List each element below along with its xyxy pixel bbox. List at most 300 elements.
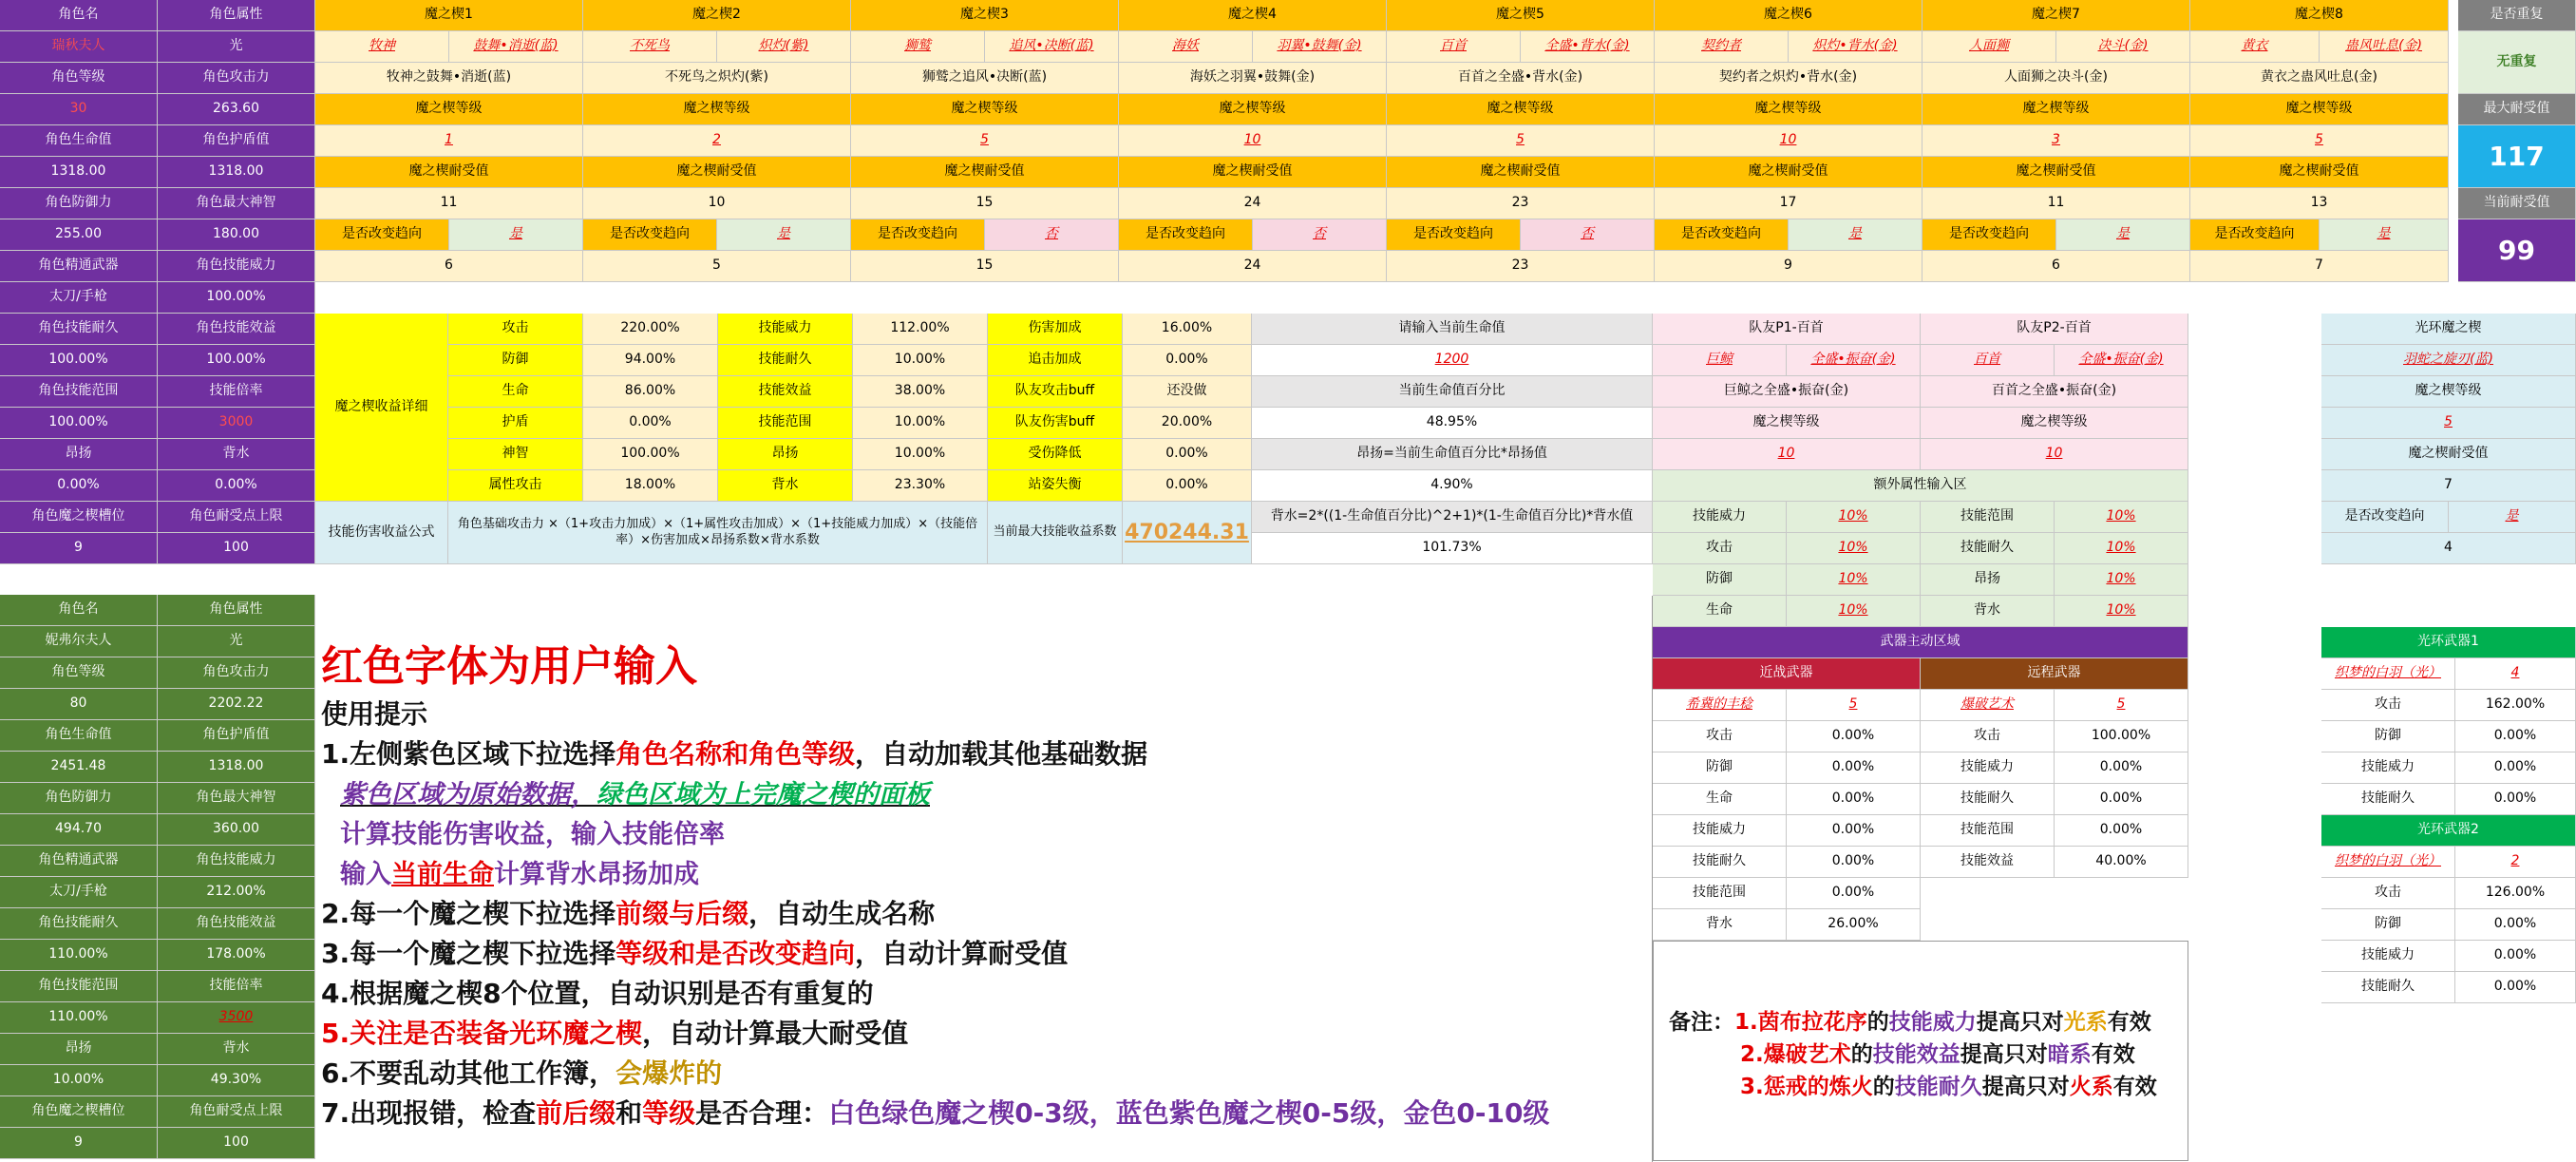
stat-label: 角色属性 — [158, 595, 315, 626]
tip-5: 5.关注是否装备光环魔之楔，自动计算最大耐受值 — [321, 1018, 909, 1049]
prefix-select[interactable]: 不死鸟 — [583, 31, 717, 63]
halo-change[interactable]: 是 — [2449, 502, 2576, 533]
extra-input[interactable]: 10% — [1787, 564, 1921, 596]
hp-input-label: 请输入当前生命值 — [1252, 314, 1653, 345]
melee-level[interactable]: 5 — [1787, 690, 1921, 721]
slot-header: 魔之楔2 — [583, 0, 851, 31]
gain-label: 站姿失衡 — [988, 470, 1123, 502]
change-label: 是否改变趋向 — [1119, 219, 1253, 251]
stat-label: 角色名 — [0, 595, 158, 626]
extra-input[interactable]: 10% — [1787, 502, 1921, 533]
wedge-name: 牧神之鼓舞•消逝(蓝) — [315, 63, 583, 94]
char-value[interactable]: 180.00 — [158, 219, 315, 251]
stat-label: 技能倍率 — [158, 971, 315, 1002]
char-label: 背水 — [158, 439, 315, 470]
melee-label: 近战武器 — [1653, 658, 1921, 690]
wedge-power: 6 — [1923, 251, 2190, 282]
stat-value: 2202.22 — [158, 689, 315, 720]
halo-endure: 7 — [2321, 470, 2576, 502]
p2-suffix[interactable]: 全盛•振奋(金) — [2055, 345, 2188, 376]
stat-label: 角色技能范围 — [0, 971, 158, 1002]
prefix-select[interactable]: 牧神 — [315, 31, 449, 63]
p2-level-label: 魔之楔等级 — [1921, 408, 2188, 439]
ranged-value: 0.00% — [2055, 752, 2188, 784]
wedge-power: 6 — [315, 251, 583, 282]
melee-value: 0.00% — [1787, 847, 1921, 878]
char-value[interactable]: 100.00% — [158, 282, 315, 314]
ranged-stat: 技能效益 — [1921, 847, 2055, 878]
suffix-select[interactable]: 羽翼•鼓舞(金) — [1253, 31, 1387, 63]
suffix-select[interactable]: 炽灼(紫) — [717, 31, 851, 63]
char-label: 角色防御力 — [0, 188, 158, 219]
gain-label: 昂扬 — [718, 439, 853, 470]
gain-label: 追击加成 — [988, 345, 1123, 376]
dup-value: 无重复 — [2458, 31, 2576, 94]
char-value[interactable]: 光 — [158, 31, 315, 63]
wedge-power: 23 — [1387, 251, 1655, 282]
extra-input[interactable]: 10% — [2055, 533, 2188, 564]
gain-value: 10.00% — [853, 345, 988, 376]
level-select[interactable]: 1 — [315, 125, 583, 157]
prefix-select[interactable]: 海妖 — [1119, 31, 1253, 63]
char-label: 角色名 — [0, 0, 158, 31]
halo-name[interactable]: 羽蛇之旋刃(蓝) — [2321, 345, 2576, 376]
melee-value: 0.00% — [1787, 784, 1921, 815]
endure-label: 魔之楔耐受值 — [851, 157, 1119, 188]
slot-header: 魔之楔3 — [851, 0, 1119, 31]
endure-value: 15 — [851, 188, 1119, 219]
char-label: 角色护盾值 — [158, 125, 315, 157]
char-value[interactable]: 瑞秋夫人 — [0, 31, 158, 63]
suffix-select[interactable]: 全盛•背水(金) — [1521, 31, 1655, 63]
stat-label: 角色护盾值 — [158, 720, 315, 752]
stat-value: 1318.00 — [158, 752, 315, 783]
wedge-name: 黄衣之蛊风吐息(金) — [2190, 63, 2449, 94]
level-select[interactable]: 3 — [1923, 125, 2190, 157]
char-value[interactable]: 太刀/手枪 — [0, 282, 158, 314]
endure-label: 魔之楔耐受值 — [1387, 157, 1655, 188]
halo-weapon-stat: 防御 — [2321, 909, 2455, 941]
char-label: 角色技能范围 — [0, 376, 158, 408]
char-value[interactable]: 100 — [158, 533, 315, 564]
suffix-select[interactable]: 鼓舞•消逝(蓝) — [449, 31, 583, 63]
gain-value: 18.00% — [583, 470, 718, 502]
halo-weapon-value: 0.00% — [2455, 909, 2576, 941]
p1-suffix[interactable]: 全盛•振奋(金) — [1787, 345, 1921, 376]
hp-pct-label: 当前生命值百分比 — [1252, 376, 1653, 408]
char-value[interactable]: 100.00% — [158, 345, 315, 376]
stat-label: 角色精通武器 — [0, 846, 158, 877]
stat-value: 光 — [158, 626, 315, 657]
halo-weapon-stat: 技能威力 — [2321, 752, 2455, 784]
endure-label: 魔之楔耐受值 — [1923, 157, 2190, 188]
gain-label: 技能耐久 — [718, 345, 853, 376]
slot-header: 魔之楔6 — [1655, 0, 1923, 31]
ranged-value: 0.00% — [2055, 815, 2188, 847]
gain-label: 队友伤害buff — [988, 408, 1123, 439]
halo-weapon-title: 光环武器1 — [2321, 627, 2576, 658]
change-select[interactable]: 是 — [1789, 219, 1923, 251]
stat-label: 角色技能耐久 — [0, 908, 158, 940]
halo-change-label: 是否改变趋向 — [2321, 502, 2449, 533]
gain-value: 94.00% — [583, 345, 718, 376]
stat-label: 角色最大神智 — [158, 783, 315, 814]
tip-1b: 紫色区域为原始数据，绿色区域为上完魔之楔的面板 — [340, 780, 930, 810]
halo-weapon-name[interactable]: 织梦的白羽（光） — [2321, 658, 2455, 690]
level-select[interactable]: 10 — [1655, 125, 1923, 157]
p2-label: 队友P2-百首 — [1921, 314, 2188, 345]
char-value[interactable]: 263.60 — [158, 94, 315, 125]
halo-endure-label: 魔之楔耐受值 — [2321, 439, 2576, 470]
p1-level[interactable]: 10 — [1653, 439, 1921, 470]
level-select[interactable]: 2 — [583, 125, 851, 157]
wedge-name: 不死鸟之炽灼(紫) — [583, 63, 851, 94]
melee-value: 0.00% — [1787, 752, 1921, 784]
bs-value: 101.73% — [1252, 533, 1653, 564]
extra-name: 技能范围 — [1921, 502, 2055, 533]
gain-label: 技能威力 — [718, 314, 853, 345]
gain-value: 38.00% — [853, 376, 988, 408]
char-label: 角色技能威力 — [158, 251, 315, 282]
change-label: 是否改变趋向 — [851, 219, 985, 251]
stat-value: 3500 — [158, 1002, 315, 1034]
level-label: 魔之楔等级 — [1655, 94, 1923, 125]
ang-label: 昂扬=当前生命值百分比*昂扬值 — [1252, 439, 1653, 470]
formula-label: 技能伤害收益公式 — [315, 502, 448, 564]
tip-1d: 输入当前生命计算背水昂扬加成 — [340, 860, 699, 889]
stat-value: 360.00 — [158, 814, 315, 846]
change-select[interactable]: 否 — [1253, 219, 1387, 251]
gain-label: 属性攻击 — [448, 470, 583, 502]
prefix-select[interactable]: 人面狮 — [1923, 31, 2056, 63]
extra-name: 生命 — [1653, 596, 1787, 627]
level-label: 魔之楔等级 — [1119, 94, 1387, 125]
ranged-stat: 技能范围 — [1921, 815, 2055, 847]
tip-3: 3.每一个魔之楔下拉选择等级和是否改变趋向，自动计算耐受值 — [321, 938, 1069, 969]
wedge-name: 海妖之羽翼•鼓舞(金) — [1119, 63, 1387, 94]
halo-weapon-title: 光环武器2 — [2321, 815, 2576, 847]
extra-name: 攻击 — [1653, 533, 1787, 564]
stat-value: 9 — [0, 1128, 158, 1159]
stat-value: 212.00% — [158, 877, 315, 908]
endure-value: 17 — [1655, 188, 1923, 219]
endure-label: 魔之楔耐受值 — [1119, 157, 1387, 188]
char-value[interactable]: 100.00% — [0, 345, 158, 376]
max-gain-value: 470244.31 — [1123, 502, 1252, 564]
prefix-select[interactable]: 黄衣 — [2190, 31, 2320, 63]
extra-label: 额外属性输入区 — [1653, 470, 2188, 502]
char-value[interactable]: 1318.00 — [158, 157, 315, 188]
gain-value: 20.00% — [1123, 408, 1252, 439]
ranged-label: 远程武器 — [1921, 658, 2188, 690]
melee-value: 0.00% — [1787, 721, 1921, 752]
stat-label: 角色技能威力 — [158, 846, 315, 877]
halo-weapon-stat: 技能威力 — [2321, 941, 2455, 972]
gain-value: 23.30% — [853, 470, 988, 502]
suffix-select[interactable]: 决斗(金) — [2056, 31, 2190, 63]
gain-label: 神智 — [448, 439, 583, 470]
stat-value: 2451.48 — [0, 752, 158, 783]
p1-label: 队友P1-百首 — [1653, 314, 1921, 345]
stat-label: 角色等级 — [0, 657, 158, 689]
extra-input[interactable]: 10% — [2055, 596, 2188, 627]
dup-label: 是否重复 — [2458, 0, 2576, 31]
char-value[interactable]: 255.00 — [0, 219, 158, 251]
level-label: 魔之楔等级 — [315, 94, 583, 125]
remark-1: 备注：1.茵布拉花序的技能威力提高只对光系有效 — [1669, 1010, 2151, 1035]
stat-value: 110.00% — [0, 940, 158, 971]
cur-value: 99 — [2458, 219, 2576, 282]
halo-power: 4 — [2321, 533, 2576, 564]
change-select[interactable]: 是 — [449, 219, 583, 251]
gain-label: 技能范围 — [718, 408, 853, 439]
stat-label: 角色生命值 — [0, 720, 158, 752]
change-label: 是否改变趋向 — [1923, 219, 2056, 251]
endure-value: 11 — [315, 188, 583, 219]
level-label: 魔之楔等级 — [1387, 94, 1655, 125]
level-label: 魔之楔等级 — [1923, 94, 2190, 125]
wedge-name: 百首之全盛•背水(金) — [1387, 63, 1655, 94]
notes-title: 红色字体为用户输入 — [321, 642, 697, 691]
tip-1c: 计算技能伤害收益，输入技能倍率 — [340, 820, 725, 849]
gain-title: 魔之楔收益详细 — [315, 314, 448, 502]
stat-label: 角色耐受点上限 — [158, 1096, 315, 1128]
endure-value: 11 — [1923, 188, 2190, 219]
prefix-select[interactable]: 狮鹫 — [851, 31, 985, 63]
hp-pct-value: 48.95% — [1252, 408, 1653, 439]
stat-label: 昂扬 — [0, 1034, 158, 1065]
cur-label: 当前耐受值 — [2458, 188, 2576, 219]
extra-input[interactable]: 10% — [1787, 533, 1921, 564]
tip-7: 7.出现报错，检查前后缀和等级是否合理：白色绿色魔之楔0-3级，蓝色紫色魔之楔0-5级，金色0-10级 — [321, 1097, 1550, 1129]
gain-label: 背水 — [718, 470, 853, 502]
halo-weapon-stat: 攻击 — [2321, 690, 2455, 721]
char-value[interactable]: 100.00% — [0, 408, 158, 439]
char-label: 角色最大神智 — [158, 188, 315, 219]
p2-name: 百首之全盛•振奋(金) — [1921, 376, 2188, 408]
gain-label: 队友攻击buff — [988, 376, 1123, 408]
prefix-select[interactable]: 百首 — [1387, 31, 1521, 63]
gain-value: 220.00% — [583, 314, 718, 345]
ranged-value: 40.00% — [2055, 847, 2188, 878]
wedge-name: 狮鹫之追风•决断(蓝) — [851, 63, 1119, 94]
p2-prefix[interactable]: 百首 — [1921, 345, 2055, 376]
extra-name: 昂扬 — [1921, 564, 2055, 596]
halo-weapon-value: 0.00% — [2455, 721, 2576, 752]
hp-input[interactable]: 1200 — [1252, 345, 1653, 376]
halo-weapon-stat: 技能耐久 — [2321, 784, 2455, 815]
formula: 角色基础攻击力 ×（1+攻击力加成）×（1+属性攻击加成）×（1+技能威力加成）×（技能倍率）×伤害加成×昂扬系数×背水系数 — [448, 502, 988, 564]
slot-header: 魔之楔5 — [1387, 0, 1655, 31]
wedge-name: 人面狮之决斗(金) — [1923, 63, 2190, 94]
char-label: 角色生命值 — [0, 125, 158, 157]
slot-header: 魔之楔8 — [2190, 0, 2449, 31]
tip-2: 2.每一个魔之楔下拉选择前缀与后缀，自动生成名称 — [321, 898, 936, 929]
change-label: 是否改变趋向 — [1655, 219, 1789, 251]
suffix-select[interactable]: 追风•决断(蓝) — [985, 31, 1119, 63]
suffix-select[interactable]: 炽灼•背水(金) — [1789, 31, 1923, 63]
wedge-power: 15 — [851, 251, 1119, 282]
level-select[interactable]: 10 — [1119, 125, 1387, 157]
stat-value: 妮弗尔夫人 — [0, 626, 158, 657]
halo-title: 光环魔之楔 — [2321, 314, 2576, 345]
gain-value: 112.00% — [853, 314, 988, 345]
endure-value: 24 — [1119, 188, 1387, 219]
stat-value: 10.00% — [0, 1065, 158, 1096]
melee-stat: 背水 — [1653, 909, 1787, 941]
gain-value: 还没做 — [1123, 376, 1252, 408]
gain-label: 伤害加成 — [988, 314, 1123, 345]
char-label: 角色技能效益 — [158, 314, 315, 345]
gain-label: 护盾 — [448, 408, 583, 439]
char-value[interactable]: 30 — [0, 94, 158, 125]
endure-label: 魔之楔耐受值 — [1655, 157, 1923, 188]
level-label: 魔之楔等级 — [2190, 94, 2449, 125]
char-label: 昂扬 — [0, 439, 158, 470]
extra-input[interactable]: 10% — [2055, 564, 2188, 596]
char-label: 角色技能耐久 — [0, 314, 158, 345]
p2-level[interactable]: 10 — [1921, 439, 2188, 470]
ranged-stat: 技能耐久 — [1921, 784, 2055, 815]
stat-label: 背水 — [158, 1034, 315, 1065]
ranged-stat: 攻击 — [1921, 721, 2055, 752]
ranged-name[interactable]: 爆破艺术 — [1921, 690, 2055, 721]
melee-stat: 技能威力 — [1653, 815, 1787, 847]
tip-4: 4.根据魔之楔8个位置，自动识别是否有重复的 — [321, 978, 874, 1009]
endure-label: 魔之楔耐受值 — [315, 157, 583, 188]
change-select[interactable]: 是 — [717, 219, 851, 251]
wedge-power: 9 — [1655, 251, 1923, 282]
ranged-stat: 技能威力 — [1921, 752, 2055, 784]
max-label: 最大耐受值 — [2458, 94, 2576, 125]
tip-1: 1.左侧紫色区域下拉选择角色名称和角色等级，自动加载其他基础数据 — [321, 738, 1148, 770]
halo-weapon-level[interactable]: 4 — [2455, 658, 2576, 690]
change-select[interactable]: 是 — [2320, 219, 2449, 251]
level-label: 魔之楔等级 — [583, 94, 851, 125]
melee-value: 0.00% — [1787, 815, 1921, 847]
gain-value: 0.00% — [1123, 439, 1252, 470]
halo-level-label: 魔之楔等级 — [2321, 376, 2576, 408]
tip-6: 6.不要乱动其他工作簿，会爆炸的 — [321, 1057, 723, 1089]
extra-input[interactable]: 10% — [1787, 596, 1921, 627]
gain-value: 0.00% — [583, 408, 718, 439]
weapon-title: 武器主动区域 — [1653, 627, 2188, 658]
ranged-level[interactable]: 5 — [2055, 690, 2188, 721]
gain-value: 16.00% — [1123, 314, 1252, 345]
gain-label: 防御 — [448, 345, 583, 376]
melee-stat: 生命 — [1653, 784, 1787, 815]
extra-input[interactable]: 10% — [2055, 502, 2188, 533]
endure-value: 23 — [1387, 188, 1655, 219]
tips-title: 使用提示 — [321, 698, 428, 730]
char-label: 角色魔之楔槽位 — [0, 502, 158, 533]
gain-value: 0.00% — [1123, 345, 1252, 376]
change-label: 是否改变趋向 — [315, 219, 449, 251]
endure-label: 魔之楔耐受值 — [583, 157, 851, 188]
stat-label: 角色魔之楔槽位 — [0, 1096, 158, 1128]
remark-2: 2.爆破艺术的技能效益提高只对暗系有效 — [1740, 1042, 2135, 1067]
gain-label: 技能效益 — [718, 376, 853, 408]
change-select[interactable]: 否 — [1521, 219, 1655, 251]
endure-value: 13 — [2190, 188, 2449, 219]
stat-value: 100 — [158, 1128, 315, 1159]
prefix-select[interactable]: 契约者 — [1655, 31, 1789, 63]
stat-label: 角色技能效益 — [158, 908, 315, 940]
level-select[interactable]: 5 — [1387, 125, 1655, 157]
stat-value: 80 — [0, 689, 158, 720]
gain-label: 受伤降低 — [988, 439, 1123, 470]
level-select[interactable]: 5 — [2190, 125, 2449, 157]
p1-prefix[interactable]: 巨鲸 — [1653, 345, 1787, 376]
remark-3: 3.惩戒的炼火的技能耐久提高只对火系有效 — [1740, 1075, 2157, 1099]
stat-label: 角色攻击力 — [158, 657, 315, 689]
halo-weapon-value: 0.00% — [2455, 941, 2576, 972]
melee-value: 26.00% — [1787, 909, 1921, 941]
char-value[interactable]: 0.00% — [0, 470, 158, 502]
char-label: 角色等级 — [0, 63, 158, 94]
char-label: 角色攻击力 — [158, 63, 315, 94]
stat-label: 角色防御力 — [0, 783, 158, 814]
char-value[interactable]: 3000 — [158, 408, 315, 439]
extra-name: 背水 — [1921, 596, 2055, 627]
slot-header: 魔之楔4 — [1119, 0, 1387, 31]
ranged-value: 100.00% — [2055, 721, 2188, 752]
endure-value: 10 — [583, 188, 851, 219]
wedge-name: 契约者之炽灼•背水(金) — [1655, 63, 1923, 94]
gain-value: 10.00% — [853, 439, 988, 470]
endure-label: 魔之楔耐受值 — [2190, 157, 2449, 188]
gain-label: 攻击 — [448, 314, 583, 345]
halo-weapon-value: 0.00% — [2455, 784, 2576, 815]
melee-stat: 防御 — [1653, 752, 1787, 784]
max-gain-label: 当前最大技能收益系数 — [988, 502, 1123, 564]
char-label: 技能倍率 — [158, 376, 315, 408]
wedge-power: 24 — [1119, 251, 1387, 282]
change-select[interactable]: 是 — [2056, 219, 2190, 251]
change-select[interactable]: 否 — [985, 219, 1119, 251]
melee-stat: 技能范围 — [1653, 878, 1787, 909]
melee-name[interactable]: 希冀的丰稔 — [1653, 690, 1787, 721]
halo-weapon-stat: 技能耐久 — [2321, 972, 2455, 1003]
char-value[interactable]: 9 — [0, 533, 158, 564]
slot-header: 魔之楔1 — [315, 0, 583, 31]
suffix-select[interactable]: 蛊风吐息(金) — [2320, 31, 2449, 63]
char-value[interactable]: 1318.00 — [0, 157, 158, 188]
level-select[interactable]: 5 — [851, 125, 1119, 157]
wedge-power: 5 — [583, 251, 851, 282]
change-label: 是否改变趋向 — [2190, 219, 2320, 251]
slot-header: 魔之楔7 — [1923, 0, 2190, 31]
stat-value: 178.00% — [158, 940, 315, 971]
stat-value: 110.00% — [0, 1002, 158, 1034]
char-label: 角色精通武器 — [0, 251, 158, 282]
melee-stat: 技能耐久 — [1653, 847, 1787, 878]
stat-value: 太刀/手枪 — [0, 877, 158, 908]
extra-name: 技能耐久 — [1921, 533, 2055, 564]
halo-weapon-name[interactable]: 织梦的白羽（光） — [2321, 847, 2455, 878]
gain-value: 86.00% — [583, 376, 718, 408]
ranged-value: 0.00% — [2055, 784, 2188, 815]
p1-level-label: 魔之楔等级 — [1653, 408, 1921, 439]
char-value[interactable]: 0.00% — [158, 470, 315, 502]
char-label: 角色耐受点上限 — [158, 502, 315, 533]
halo-level[interactable]: 5 — [2321, 408, 2576, 439]
halo-weapon-stat: 攻击 — [2321, 878, 2455, 909]
halo-weapon-level[interactable]: 2 — [2455, 847, 2576, 878]
halo-weapon-value: 126.00% — [2455, 878, 2576, 909]
max-value: 117 — [2458, 125, 2576, 188]
halo-weapon-value: 0.00% — [2455, 752, 2576, 784]
